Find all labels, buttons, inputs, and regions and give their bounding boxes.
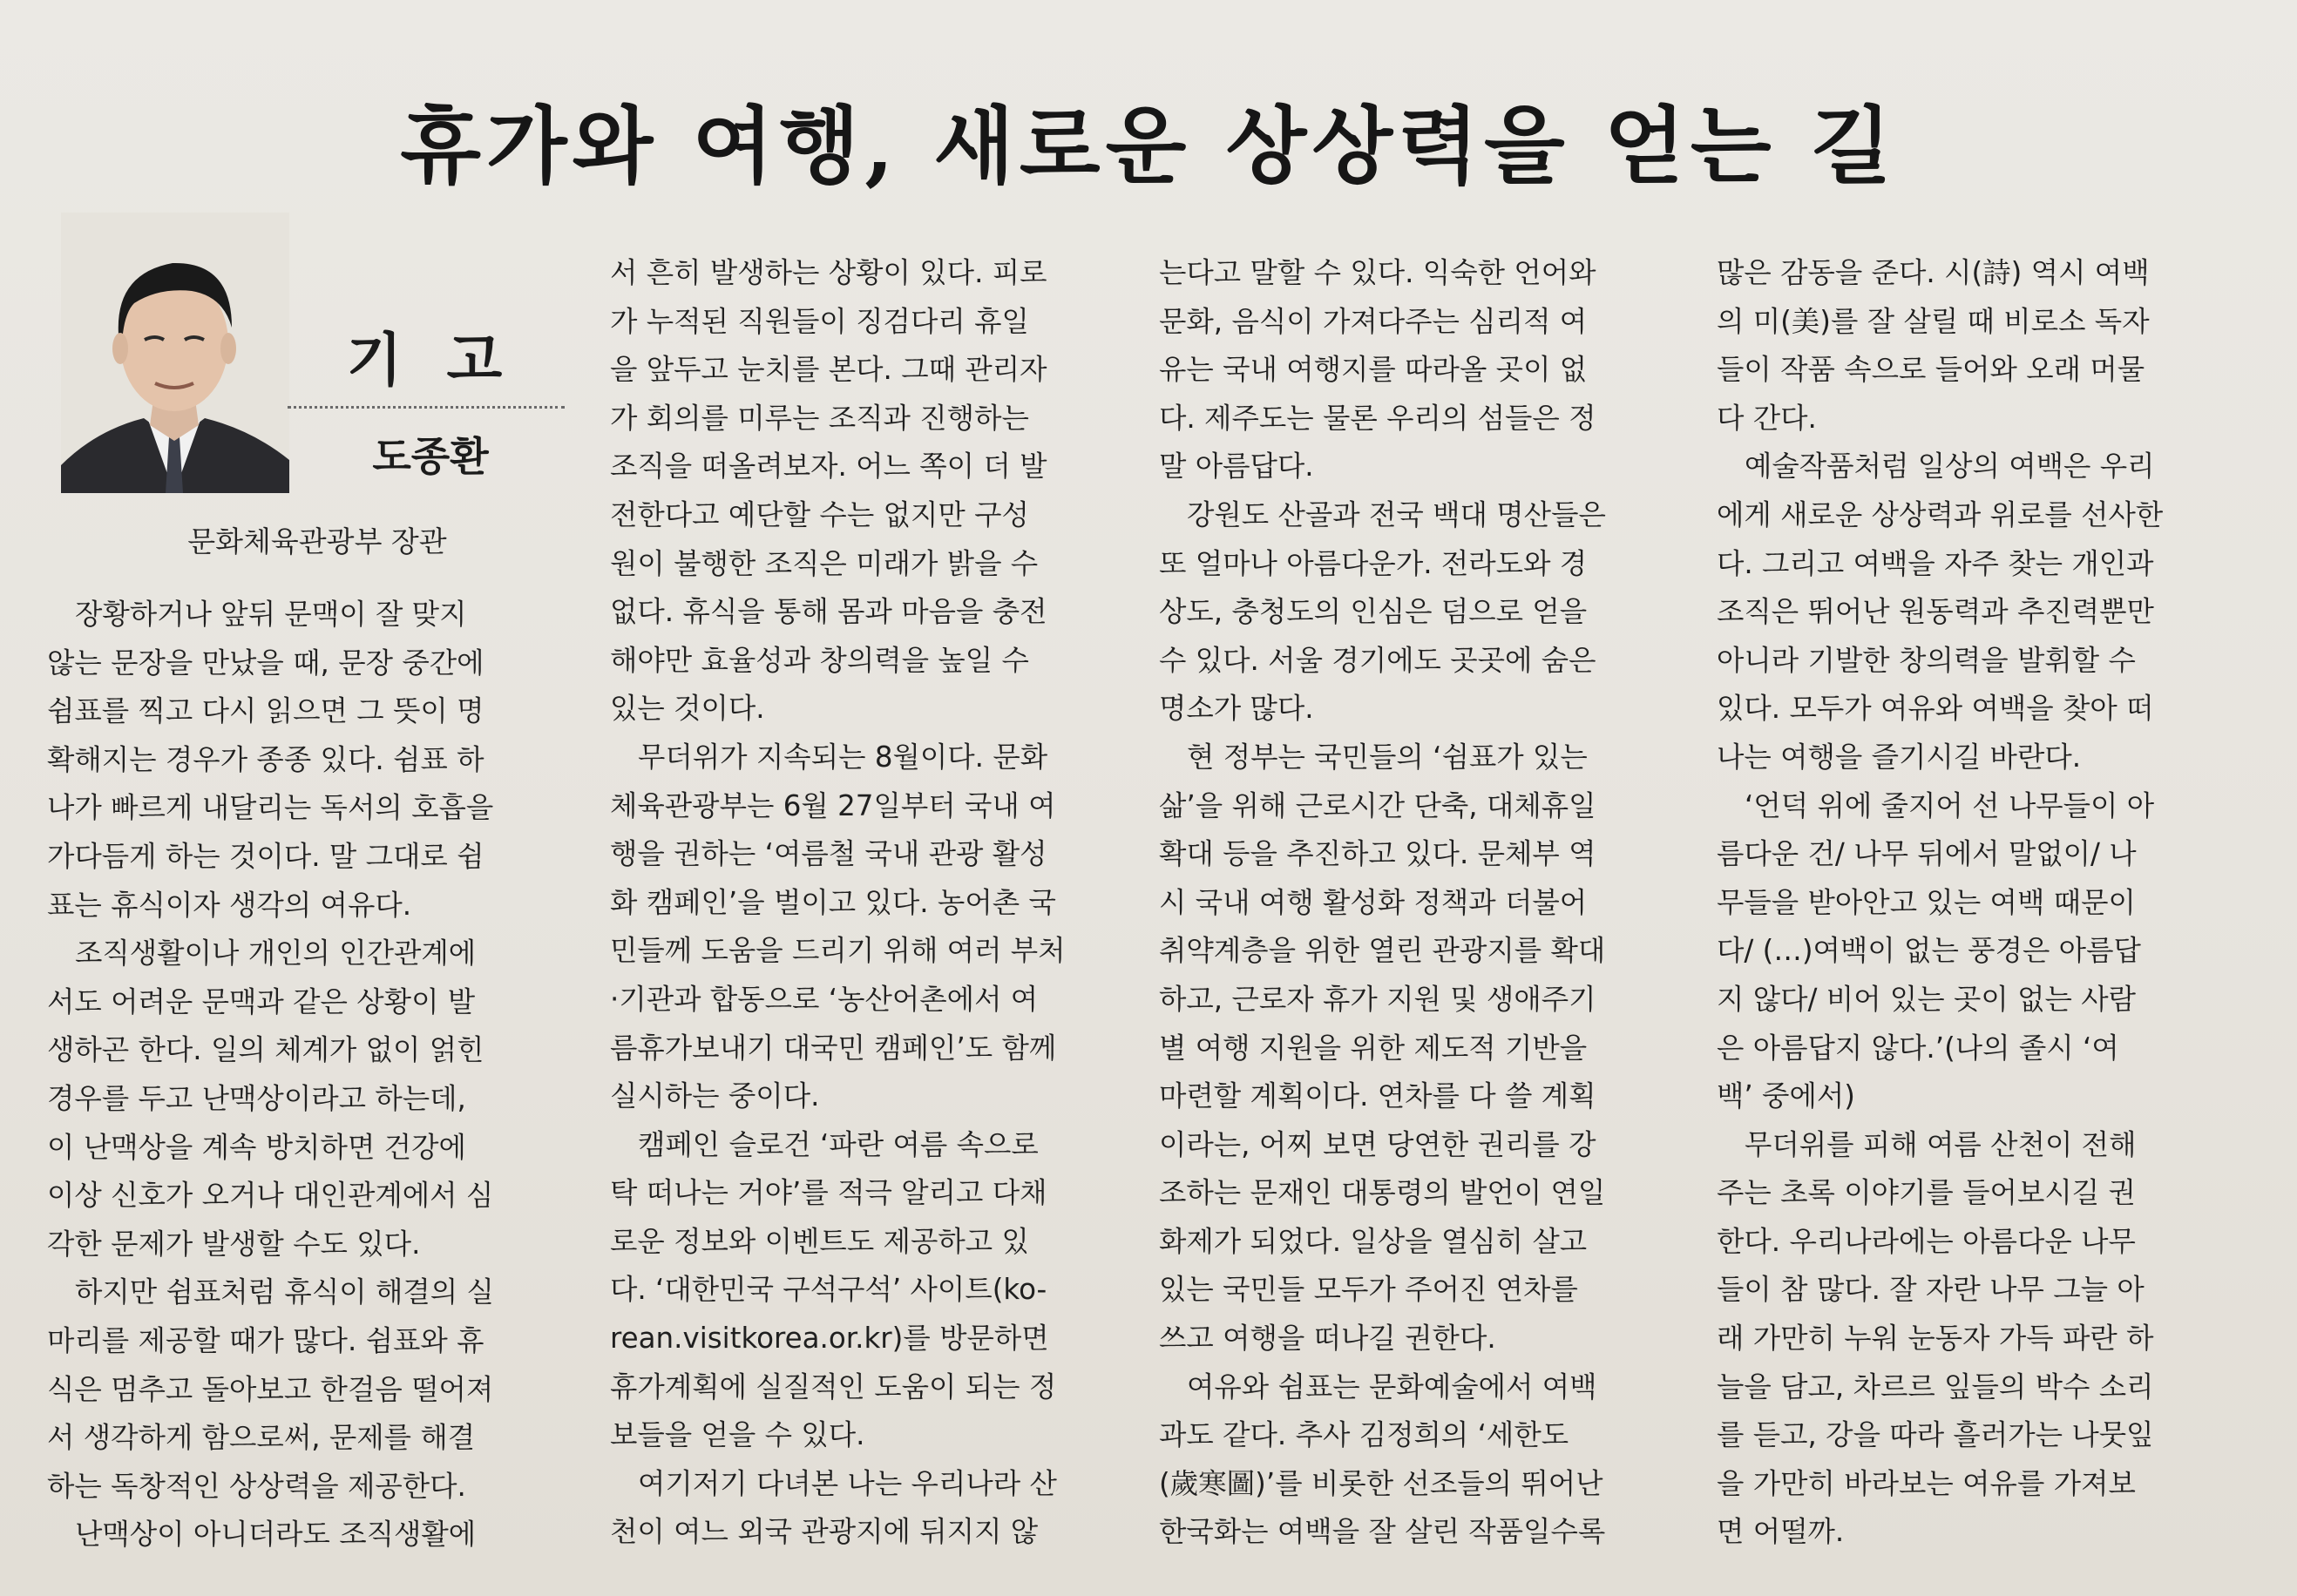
article-line: 휴가계획에 실질적인 도움이 되는 정 [610,1369,1057,1403]
article-line: 있다. 모두가 여유와 여백을 찾아 떠 [1717,692,2154,726]
article-line: 체육관광부는 6월 27일부터 국내 여 [610,788,1056,822]
article-line: 마련할 계획이다. 연차를 다 쓸 계획 [1159,1079,1596,1113]
article-line: 삶’을 위해 근로시간 단축, 대체휴일 [1159,788,1596,822]
article-line: 실시하는 중이다. [610,1079,820,1113]
article-line: 무들을 받아안고 있는 여백 때문이 [1717,885,2136,919]
article-line: 취약계층을 위한 열린 관광지를 확대 [1159,934,1606,968]
article-line: 있는 국민들 모두가 주어진 연차를 [1159,1273,1578,1307]
article-line: 전한다고 예단할 수는 없지만 구성 [610,497,1029,531]
article-line: 다 간다. [1717,401,1817,435]
article-line: 한다. 우리나라에는 아름다운 나무 [1717,1224,2136,1258]
author-name: 도종환 [372,433,489,480]
article-line: 주는 초록 이야기를 들어보시길 권 [1717,1176,2136,1210]
article-line: 천이 여느 외국 관광지에 뒤지지 않 [610,1515,1039,1549]
article-line: 시 국내 여행 활성화 정책과 더불어 [1159,885,1588,919]
article-line: 다. 그리고 여백을 자주 찾는 개인과 [1717,546,2154,580]
article-line: 는다고 말할 수 있다. 익숙한 언어와 [1159,256,1596,289]
article-line: 나가 빠르게 내달리는 독서의 호흡을 [47,791,494,825]
article-line: 늘을 담고, 차르르 잎들의 박수 소리 [1717,1369,2154,1403]
article-line: 탁 떠나는 거야’를 적극 알리고 다채 [610,1176,1047,1210]
article-line: 명소가 많다. [1159,692,1314,726]
article-line: 상도, 충청도의 인심은 덤으로 얻을 [1159,595,1588,629]
author-role: 문화체육관광부 장관 [187,524,447,558]
article-line: ·기관과 합동으로 ‘농산어촌에서 여 [610,982,1039,1016]
article-line: 식은 멈추고 돌아보고 한걸음 떨어져 [47,1372,494,1406]
article-line: 를 듣고, 강을 따라 흘러가는 나뭇잎 [1717,1418,2154,1452]
article-line: ‘언덕 위에 줄지어 선 나무들이 아 [1745,788,2155,822]
article-line: 가다듬게 하는 것이다. 말 그대로 쉼 [47,839,484,873]
article-line: 유는 국내 여행지를 따라올 곳이 없 [1159,353,1588,387]
article-line: 하지만 쉼표처럼 휴식이 해결의 실 [75,1275,494,1309]
article-line: 다. ‘대한민국 구석구석’ 사이트(ko- [610,1273,1047,1307]
section-label: 기 고 [346,327,515,394]
article-line: 쓰고 여행을 떠나길 권한다. [1159,1322,1496,1356]
author-photo [61,213,289,493]
article-line: 보들을 얻을 수 있다. [610,1418,865,1452]
article-line: 원이 불행한 조직은 미래가 밝을 수 [610,546,1039,580]
article-line: 다/ (…)여백이 없는 풍경은 아름답 [1717,934,2141,968]
article-line: 이 난맥상을 계속 방치하면 건강에 [47,1130,466,1164]
article-line: 름다운 건/ 나무 뒤에서 말없이/ 나 [1717,837,2137,871]
article-line: 현 정부는 국민들의 ‘쉼표가 있는 [1187,740,1588,774]
article-line: 장황하거나 앞뒤 문맥이 잘 맞지 [75,598,467,631]
article-line: 과도 같다. 추사 김정희의 ‘세한도 [1159,1418,1569,1452]
article-line: 쉼표를 찍고 다시 읽으면 그 뜻이 명 [47,694,484,728]
author-portrait-image [61,213,289,493]
article-line: 다. 제주도는 물론 우리의 섬들은 정 [1159,401,1596,435]
article-line: 하는 독창적인 상상력을 제공한다. [47,1469,466,1503]
article-line: 을 가만히 바라보는 여유를 가져보 [1717,1466,2136,1500]
article-line: 조하는 문재인 대통령의 발언이 연일 [1159,1176,1606,1210]
article-line: 확해지는 경우가 종종 있다. 쉼표 하 [47,742,484,776]
article-line: 여기저기 다녀본 나는 우리나라 산 [638,1466,1057,1500]
article-line: 또 얼마나 아름다운가. 전라도와 경 [1159,546,1588,580]
article-line: 한국화는 여백을 잘 살린 작품일수록 [1159,1515,1606,1549]
article-line: 말 아름답다. [1159,450,1314,484]
article-line: 래 가만히 누워 눈동자 가득 파란 하 [1717,1322,2154,1356]
article-line: 별 여행 지원을 위한 제도적 기반을 [1159,1031,1588,1065]
article-line: 의 미(美)를 잘 살릴 때 비로소 독자 [1717,304,2150,338]
article-line: 백’ 중에서) [1717,1079,1855,1113]
article-line: 무더위가 지속되는 8월이다. 문화 [638,740,1048,774]
article-line: 서도 어려운 문맥과 같은 상황이 발 [47,984,476,1018]
article-line: 면 어떨까. [1717,1515,1845,1549]
article-line: rean.visitkorea.or.kr)를 방문하면 [610,1322,1049,1356]
article-line: 난맥상이 아니더라도 조직생활에 [75,1518,477,1552]
article-line: 은 아름답지 않다.’(나의 졸시 ‘여 [1717,1031,2119,1065]
article-line: 들이 작품 속으로 들어와 오래 머물 [1717,353,2145,387]
article-line: 조직은 뛰어난 원동력과 추진력뿐만 [1717,595,2154,629]
article-line: 문화, 음식이 가져다주는 심리적 여 [1159,304,1588,338]
article-line: 로운 정보와 이벤트도 제공하고 있 [610,1224,1029,1258]
article-column-4 [1717,249,2239,1557]
article-line: 강원도 산골과 전국 백대 명산들은 [1187,497,1606,531]
article-line: 가 회의를 미루는 조직과 진행하는 [610,401,1029,435]
headline: 휴가와 여행, 새로운 상상력을 얻는 길 [400,97,1897,195]
article-line: 하고, 근로자 휴가 지원 및 생애주기 [1159,982,1596,1016]
article-line: 을 앞두고 눈치를 본다. 그때 관리자 [610,353,1047,387]
article-line: 가 누적된 직원들이 징검다리 휴일 [610,304,1029,338]
article-line: 름휴가보내기 대국민 캠페인’도 함께 [610,1031,1057,1065]
article-line: 서 흔히 발생하는 상황이 있다. 피로 [610,256,1047,289]
article-line: 나는 여행을 즐기시길 바란다. [1717,740,2082,774]
article-line: 지 않다/ 비어 있는 곳이 없는 사람 [1717,982,2137,1016]
article-line: 무더위를 피해 여름 산천이 전해 [1745,1127,2137,1161]
article-line: 표는 휴식이자 생각의 여유다. [47,888,412,922]
article-line: 행을 권하는 ‘여름철 국내 관광 활성 [610,837,1047,871]
article-column-2 [610,249,1133,1557]
article-line: 경우를 두고 난맥상이라고 하는데, [47,1081,466,1115]
article-line: 각한 문제가 발생할 수도 있다. [47,1227,421,1261]
article-line: 들이 참 많다. 잘 자란 나무 그늘 아 [1717,1273,2145,1307]
article-line: 마리를 제공할 때가 많다. 쉼표와 휴 [47,1323,484,1357]
article-line: 캠페인 슬로건 ‘파란 여름 속으로 [638,1127,1039,1161]
article-column-3 [1159,249,1682,1557]
article-line: 에게 새로운 상상력과 위로를 선사한 [1717,497,2164,531]
article-line: 화제가 되었다. 일상을 열심히 살고 [1159,1224,1588,1258]
article-line: 확대 등을 추진하고 있다. 문체부 역 [1159,837,1596,871]
article-line: 민들께 도움을 드리기 위해 여러 부처 [610,934,1066,968]
article-line: 생하곤 한다. 일의 체계가 없이 얽힌 [47,1033,484,1067]
article-line: 많은 감동을 준다. 시(詩) 역시 여백 [1717,256,2150,289]
article-line: 이상 신호가 오거나 대인관계에서 심 [47,1179,494,1213]
article-line: (歲寒圖)’를 비롯한 선조들의 뛰어난 [1159,1466,1603,1500]
article-line: 있는 것이다. [610,692,765,726]
article-line: 화 캠페인’을 벌이고 있다. 농어촌 국 [610,885,1056,919]
article-line: 조직생활이나 개인의 인간관계에 [75,937,477,970]
article-line: 아니라 기발한 창의력을 발휘할 수 [1717,643,2136,677]
article-line: 않는 문장을 만났을 때, 문장 중간에 [47,646,484,680]
article-line: 해야만 효율성과 창의력을 높일 수 [610,643,1029,677]
article-line: 수 있다. 서울 경기에도 곳곳에 숨은 [1159,643,1596,677]
article-line: 서 생각하게 함으로써, 문제를 해결 [47,1421,476,1455]
article-line: 없다. 휴식을 통해 몸과 마음을 충전 [610,595,1047,629]
article-line: 예술작품처럼 일상의 여백은 우리 [1745,450,2155,484]
article-line: 여유와 쉼표는 문화예술에서 여백 [1187,1369,1597,1403]
article-line: 이라는, 어찌 보면 당연한 권리를 강 [1159,1127,1596,1161]
article-column-1 [47,591,570,1559]
article-line: 조직을 떠올려보자. 어느 쪽이 더 발 [610,450,1047,484]
byline-divider [288,406,565,409]
